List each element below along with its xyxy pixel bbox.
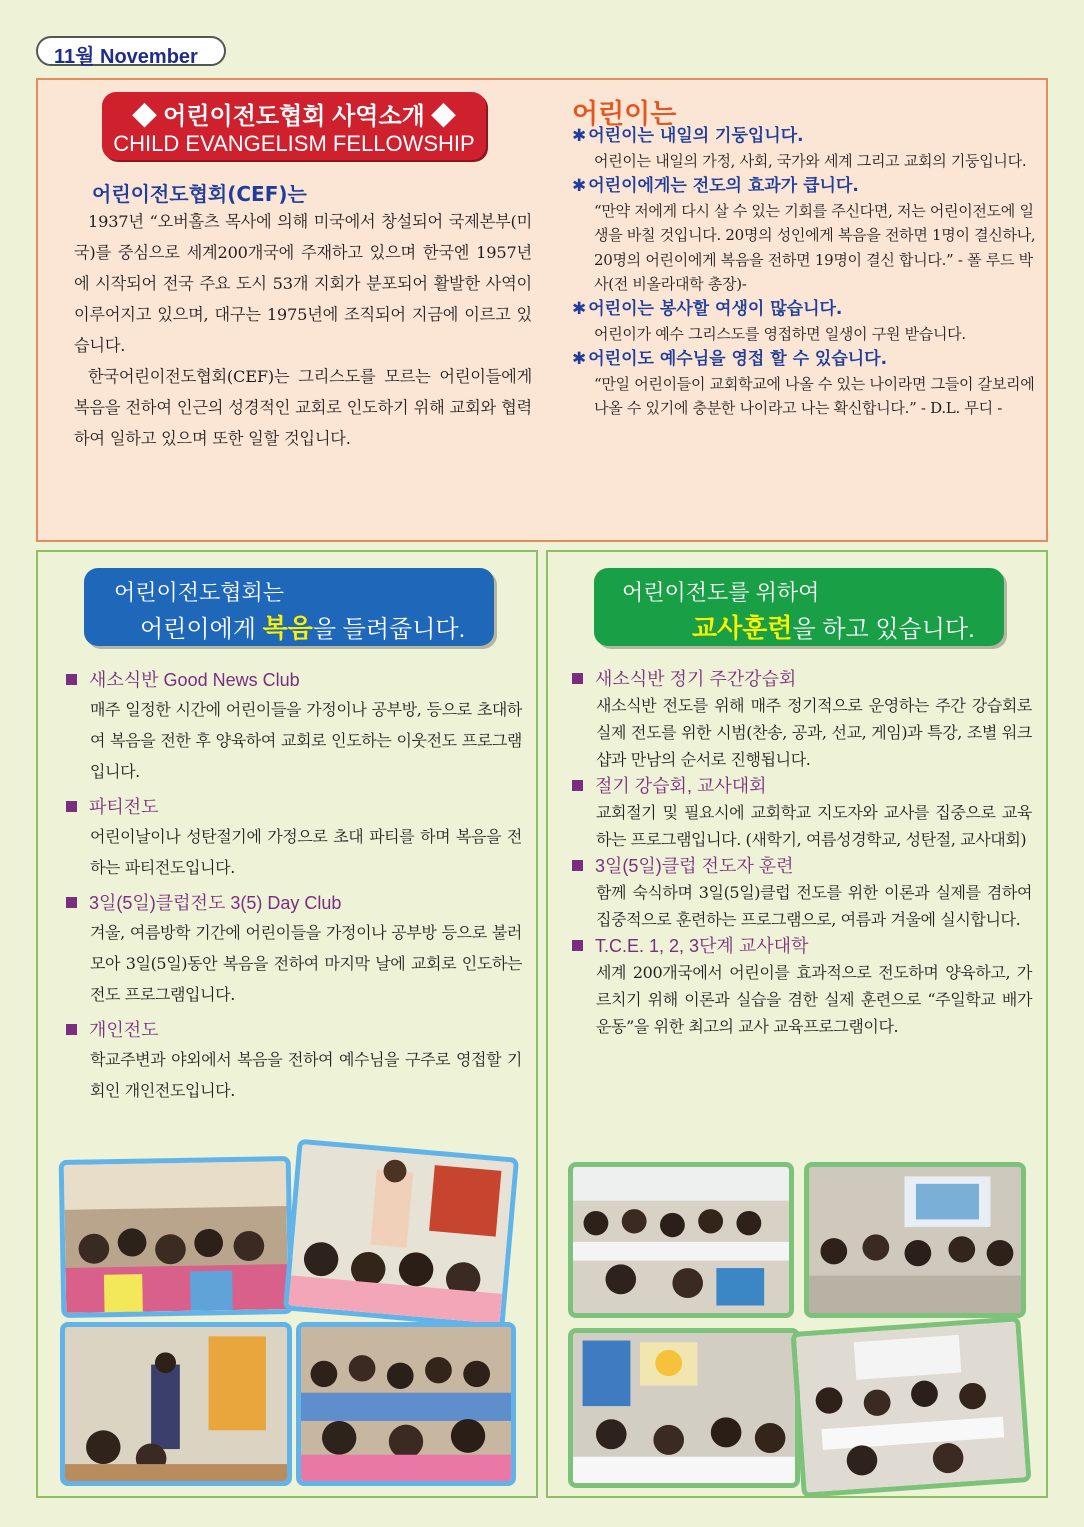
program-body: 학교주변과 야외에서 복음을 전하여 예수님을 구주로 영접할 기회인 개인전도입니다.	[90, 1050, 522, 1100]
program-heading: T.C.E. 1, 2, 3단계 교사대학	[595, 936, 809, 956]
cef-banner	[102, 92, 486, 160]
pill-line-1: 어린이전도협회는	[114, 580, 285, 605]
program-body: 어린이날이나 성탄절기에 가정으로 초대 파티를 하며 복음을 전하는 파티전도입니다.	[90, 827, 522, 877]
pill-line-2	[140, 608, 465, 645]
training-photo-3	[568, 1328, 800, 1488]
club-photo-2	[283, 1139, 519, 1330]
children-item	[572, 174, 1042, 297]
cef-paragraph-2: 한국어린이전도협회(CEF)는 그리스도를 모르는 어린이들에게 복음을 전하여 인근의 성경적인 교회로 인도하기 위해 교회와 협력하여 일하고 있으며 또한 일할 것입니다.	[74, 367, 532, 448]
club-photo-1	[59, 1156, 294, 1318]
program-body: 교회절기 및 필요시에 교회학교 지도자와 교사를 집중으로 교육하는 프로그램입니다. (새학기, 여름성경학교, 성탄절, 교사대회)	[596, 803, 1032, 849]
square-bullet-icon	[572, 673, 583, 684]
children-list	[572, 124, 1042, 421]
asterisk-icon: ✱	[572, 348, 587, 369]
program-item	[572, 853, 1032, 933]
square-bullet-icon	[66, 897, 77, 908]
children-item	[572, 124, 1042, 174]
cef-subtitle: 어린이전도협회(CEF)는	[92, 182, 307, 206]
program-heading: 새소식반 Good News Club	[89, 670, 300, 690]
children-item-body: “만약 저에게 다시 살 수 있는 기회를 주신다면, 저는 어린이전도에 일생을 바칠 것입니다. 20명의 성인에게 복음을 전하면 1명이 결신하나, 20명의 어린이에게 복음을 전하면 19명이 결신 합니다.” - 폴 루드 박사(전 비올라대학 총장)-	[594, 201, 1036, 294]
program-heading: 3일(5일)클럽전도 3(5) Day Club	[89, 893, 342, 913]
program-item	[66, 889, 522, 1010]
program-body: 새소식반 전도를 위해 매주 정기적으로 운영하는 주간 강습회로 실제 전도를 위한 시범(찬송, 공과, 선교, 게임)과 특강, 조별 워크샵과 만남의 순서로 진행됩니다.	[596, 696, 1032, 769]
evangelism-programs-section	[36, 550, 538, 1498]
children-item	[572, 347, 1042, 421]
cef-intro-section	[36, 78, 1048, 542]
children-item-body: 어린이가 예수 그리스도를 영접하면 일생이 구원 받습니다.	[594, 324, 966, 343]
cef-description	[74, 206, 532, 454]
cef-banner-english: CHILD EVANGELISM FELLOWSHIP	[113, 131, 475, 156]
club-photo-3	[60, 1322, 292, 1486]
pill-highlight: 복음	[262, 613, 313, 643]
program-item	[66, 793, 522, 883]
training-photo-2	[804, 1162, 1026, 1318]
cef-banner-korean: ◆ 어린이전도협회 사역소개 ◆	[132, 103, 456, 130]
program-heading: 파티전도	[89, 797, 159, 817]
program-heading: 새소식반 정기 주간강습회	[595, 669, 797, 689]
square-bullet-icon	[572, 780, 583, 791]
program-item	[572, 933, 1032, 1040]
asterisk-icon: ✱	[572, 175, 587, 196]
evangelism-pill-title	[84, 568, 494, 646]
children-item-body: 어린이는 내일의 가정, 사회, 국가와 세계 그리고 교회의 기둥입니다.	[594, 152, 1027, 170]
asterisk-icon: ✱	[572, 298, 587, 319]
pill-line-1: 어린이전도를 위하여	[622, 580, 820, 605]
children-item-heading: 어린이도 예수님을 영접 할 수 있습니다.	[588, 348, 888, 369]
program-heading: 3일(5일)클럽 전도자 훈련	[595, 856, 794, 876]
training-photo-1	[568, 1162, 794, 1318]
program-heading: 개인전도	[89, 1020, 159, 1040]
pill-line-2-suffix: 을 들려줍니다.	[312, 616, 466, 643]
program-body: 매주 일정한 시간에 어린이들을 가정이나 공부방, 등으로 초대하여 복음을 전한 후 양육하여 교회로 인도하는 이웃전도 프로그램입니다.	[90, 700, 522, 781]
children-item-heading: 어린이는 봉사할 여생이 많습니다.	[588, 298, 843, 319]
club-photo-4	[296, 1322, 516, 1486]
children-title: 어린이는	[572, 99, 677, 130]
square-bullet-icon	[66, 1024, 77, 1035]
cef-paragraph-1: 1937년 “오버홀츠 목사에 의해 미국에서 창설되어 국제본부(미국)를 중심으로 세계200개국에 주재하고 있으며 한국엔 1957년에 시작되어 전국 주요 도시 53개 지회가 분포되어 활발한 사역이 이루어지고 있으며, 대구는 1975년에 조직되어 지금에 이르고 있습니다.	[74, 212, 532, 355]
training-pill-title	[594, 568, 1004, 646]
children-item-body: “만일 어린이들이 교회학교에 나올 수 있는 나이라면 그들이 갈보리에 나올 수 있기에 충분한 나이라고 나는 확신합니다.” - D.L. 무디 -	[594, 374, 1035, 418]
training-photo-4	[790, 1316, 1031, 1498]
training-program-list	[572, 666, 1032, 1040]
program-heading: 절기 강습회, 교사대회	[595, 776, 767, 796]
evangelism-program-list	[66, 666, 522, 1112]
pill-line-2-prefix: 어린이에게	[140, 616, 263, 643]
program-item	[66, 666, 522, 787]
asterisk-icon: ✱	[572, 126, 587, 146]
children-item-heading: 어린이에게는 전도의 효과가 큽니다.	[588, 175, 859, 196]
month-tag: 11월 November	[36, 36, 226, 66]
square-bullet-icon	[66, 801, 77, 812]
square-bullet-icon	[572, 860, 583, 871]
children-item	[572, 297, 1042, 347]
program-body: 겨울, 여름방학 기간에 어린이들을 가정이나 공부방 등으로 불러 모아 3일(5일)동안 복음을 전하여 마지막 날에 교회로 인도하는 전도 프로그램입니다.	[90, 923, 522, 1004]
square-bullet-icon	[572, 940, 583, 951]
pill-line-2-suffix: 을 하고 있습니다.	[792, 616, 975, 643]
pill-line-2	[692, 608, 975, 645]
teacher-training-section	[546, 550, 1048, 1498]
program-body: 함께 숙식하며 3일(5일)클럽 전도를 위한 이론과 실제를 겸하여 집중적으로 훈련하는 프로그램으로, 여름과 겨울에 실시합니다.	[596, 883, 1032, 929]
pill-highlight: 교사훈련	[692, 613, 793, 643]
program-item	[66, 1016, 522, 1106]
program-item	[572, 773, 1032, 853]
program-body: 세계 200개국에서 어린이를 효과적으로 전도하며 양육하고, 가르치기 위해 이론과 실습을 겸한 실제 훈련으로 “주일학교 배가운동”을 위한 최고의 교사 교육프로그램이다.	[596, 963, 1032, 1036]
children-item-heading: 어린이는 내일의 기둥입니다.	[588, 126, 804, 146]
program-item	[572, 666, 1032, 773]
square-bullet-icon	[66, 674, 77, 685]
